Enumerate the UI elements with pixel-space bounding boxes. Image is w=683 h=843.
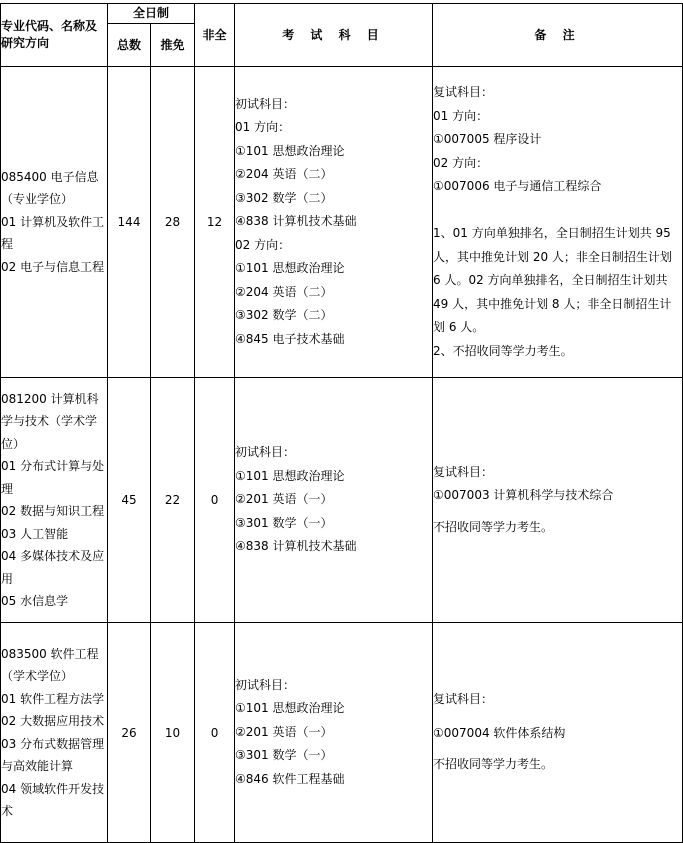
subject-line: 初试科目： — [235, 96, 296, 111]
table-row — [1, 623, 683, 843]
subject-line: ③301 数学（一） — [235, 515, 333, 530]
subject-line: 01 方向： — [235, 120, 291, 135]
remark-line: 复试科目： — [433, 464, 494, 479]
admissions-table — [0, 3, 683, 843]
remark-line: ①007005 程序设计 — [433, 132, 542, 146]
header-fulltime-group: 全日制 — [108, 4, 195, 24]
remark-line: 复试科目： — [433, 692, 494, 707]
exam-subjects-cell — [235, 378, 433, 623]
remark-line: ①007004 软件体系结构 — [433, 725, 566, 740]
major-line: 04 多媒体技术及应用 — [1, 549, 105, 586]
remark-line: 2、不招收同等学力考生。 — [433, 343, 573, 358]
major-line: 01 软件工程方法学 — [1, 691, 105, 706]
subject-line: ②201 英语（一） — [235, 492, 333, 507]
table-row — [1, 67, 683, 378]
subject-line: ④845 电子技术基础 — [235, 331, 345, 346]
major-line: 03 人工智能 — [1, 526, 69, 541]
remark-line: 02 方向： — [433, 155, 489, 170]
subject-line: 初试科目： — [235, 677, 296, 692]
major-line: 05 水信息学 — [1, 594, 69, 608]
subject-line: ②204 英语（二） — [235, 167, 333, 182]
major-line: 083500 软件工程（学术学位） — [1, 646, 99, 683]
recommended-cell: 10 — [151, 623, 195, 843]
remark-line: 不招收同等学力考生。 — [433, 519, 554, 534]
subject-line: ③302 数学（二） — [235, 190, 333, 205]
subject-line: 02 方向： — [235, 237, 291, 252]
major-line: 02 数据与知识工程 — [1, 504, 105, 518]
header-major: 专业代码、名称及研究方向 — [1, 4, 108, 67]
header-total: 总数 — [108, 24, 151, 67]
subject-line: 初试科目： — [235, 445, 296, 460]
remark-paragraph: 1、01 方向单独排名，全日制招生计划共 95 人，其中推免计划 20 人；非全日制招生计划 6 人。02 方向单独排名，全日制招生计划共 49 人，其中推免计划 8 人；非全日制招生计划 6 人。 — [433, 226, 672, 334]
remarks-cell — [433, 67, 683, 378]
subject-line: ①101 思想政治理论 — [235, 143, 345, 158]
subject-line: ②204 英语（二） — [235, 284, 333, 299]
major-line: 085400 电子信息（专业学位） — [1, 169, 99, 207]
parttime-cell: 0 — [195, 378, 235, 623]
remarks-cell — [433, 378, 683, 623]
subject-line: ③302 数学（二） — [235, 308, 333, 323]
major-line: 01 计算机及软件工程 — [1, 214, 105, 252]
subject-line: ③301 数学（一） — [235, 748, 333, 763]
major-line: 02 大数据应用技术 — [1, 714, 105, 728]
major-cell — [1, 623, 108, 843]
remarks-cell — [433, 623, 683, 843]
subject-line: ①101 思想政治理论 — [235, 261, 345, 276]
subject-line: ④838 计算机技术基础 — [235, 539, 357, 554]
header-recommended: 推免 — [151, 24, 195, 67]
exam-subjects-cell — [235, 67, 433, 378]
remark-line: 不招收同等学力考生。 — [433, 757, 554, 772]
parttime-cell: 12 — [195, 67, 235, 378]
remark-line: ①007003 计算机科学与技术综合 — [433, 488, 614, 503]
exam-subjects-cell — [235, 623, 433, 843]
subject-line: ②201 英语（一） — [235, 724, 333, 739]
major-cell — [1, 378, 108, 623]
major-line: 02 电子与信息工程 — [1, 259, 105, 274]
total-cell: 45 — [108, 378, 151, 623]
major-line: 01 分布式计算与处理 — [1, 459, 105, 496]
header-parttime: 非全 — [195, 4, 235, 67]
major-line: 03 分布式数据管理与高效能计算 — [1, 736, 105, 773]
parttime-cell: 0 — [195, 623, 235, 843]
major-line: 04 领域软件开发技术 — [1, 781, 105, 818]
subject-line: ①101 思想政治理论 — [235, 701, 345, 716]
header-exam-subjects: 考 试 科 目 — [235, 4, 433, 67]
major-line: 081200 计算机科学与技术（学术学位） — [1, 391, 99, 451]
remark-line: ①007006 电子与通信工程综合 — [433, 179, 602, 193]
total-cell: 26 — [108, 623, 151, 843]
table-row — [1, 378, 683, 623]
remark-line: 复试科目： — [433, 85, 494, 99]
remark-line: 01 方向： — [433, 108, 489, 123]
total-cell: 144 — [108, 67, 151, 378]
major-cell — [1, 67, 108, 378]
recommended-cell: 28 — [151, 67, 195, 378]
header-remarks: 备 注 — [433, 4, 683, 67]
subject-line: ④846 软件工程基础 — [235, 771, 345, 786]
subject-line: ①101 思想政治理论 — [235, 468, 345, 483]
subject-line: ④838 计算机技术基础 — [235, 214, 357, 229]
recommended-cell: 22 — [151, 378, 195, 623]
